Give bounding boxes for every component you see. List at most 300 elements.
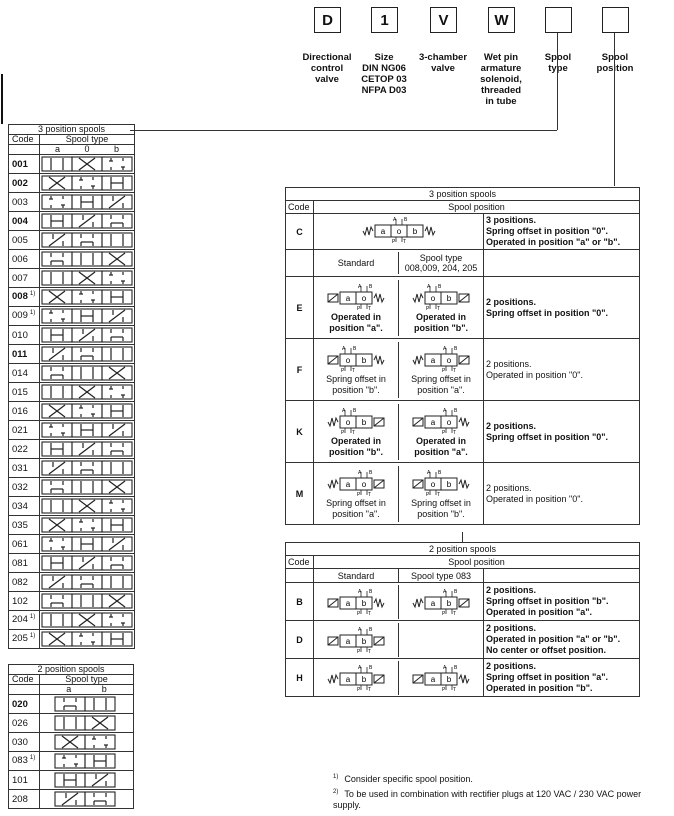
order-code-label	[296, 52, 358, 85]
spring	[374, 356, 384, 364]
spring	[374, 294, 384, 302]
spool-code-text: 011	[12, 348, 28, 360]
spool-envelope	[102, 214, 132, 228]
order-code-label-line: threaded	[480, 85, 522, 96]
spool-code-text: 020	[12, 698, 28, 710]
port-label: B	[369, 283, 373, 290]
spool-code-text: 035	[12, 519, 28, 531]
row-desc	[484, 401, 640, 463]
spool-envelope	[42, 613, 72, 627]
caption	[399, 498, 483, 520]
order-code-box: 1	[371, 7, 398, 33]
symbol-pair-table	[314, 585, 483, 619]
desc-line: 2 positions.	[486, 420, 537, 431]
c-desc	[484, 214, 640, 250]
spool-code-note: 1)	[29, 310, 36, 317]
row-code: E	[286, 277, 314, 339]
symbol-pair-row	[314, 404, 483, 460]
table-row	[9, 383, 135, 402]
spool-symbol	[40, 535, 134, 553]
spool-code-text: 030	[12, 736, 28, 748]
order-code-label-line: Size	[374, 52, 394, 63]
row-desc	[484, 339, 640, 401]
spool-envelope	[72, 594, 102, 608]
order-code-label	[584, 52, 646, 74]
spool-position-leader	[614, 33, 615, 186]
spool-symbol-cell	[40, 345, 135, 364]
port-label: B	[438, 469, 442, 476]
envelope-label: b	[446, 479, 452, 489]
spool-type-leader	[557, 33, 558, 130]
table-row	[9, 155, 135, 174]
envelope-label: b	[361, 674, 367, 684]
col-code-header: Code	[286, 556, 314, 569]
spool-envelope	[42, 195, 72, 209]
desc-line: Operated in position "0".	[486, 493, 583, 504]
spool-code	[9, 752, 40, 771]
caption-line: Operated in	[415, 311, 466, 322]
order-code-box	[602, 7, 629, 33]
spool-envelope	[102, 385, 132, 399]
symbol-alt	[399, 623, 484, 657]
spool-code-text: 061	[12, 538, 28, 550]
envelope-label: a	[430, 417, 436, 427]
spool-code	[9, 535, 40, 554]
spring	[328, 480, 338, 488]
port-label: T	[402, 238, 406, 245]
spool-code	[9, 421, 40, 440]
sub-header-line: Spool type	[419, 253, 463, 263]
port-label: A	[358, 626, 362, 633]
footnote-1	[333, 772, 473, 785]
spool-code-text: 004	[12, 215, 28, 227]
table-row	[286, 583, 640, 621]
left-margin-bar	[1, 74, 3, 124]
port-label: A	[427, 283, 431, 290]
spool-envelope	[42, 499, 72, 513]
spool-code	[9, 554, 40, 573]
spool-symbol	[40, 516, 134, 534]
spring	[425, 227, 435, 235]
spool-symbol-cell	[40, 497, 135, 516]
symbol-pair	[314, 659, 484, 697]
valve-symbol-2pos	[406, 587, 476, 617]
spool-code	[9, 288, 40, 307]
spring	[413, 599, 423, 607]
order-code-box: W	[488, 7, 515, 33]
spool-symbol-cell	[40, 573, 135, 592]
caption-line: position "b".	[413, 322, 469, 333]
valve-symbol-2pos	[321, 344, 391, 374]
row-desc	[484, 583, 640, 621]
table-row	[286, 277, 640, 339]
order-code-label-line: control	[310, 63, 344, 74]
valve-symbol-2pos	[321, 282, 391, 312]
table-title: 2 position spools	[286, 543, 640, 556]
three-position-spool-table	[8, 124, 135, 649]
spool-envelope	[102, 556, 132, 570]
spool-envelope	[72, 480, 102, 494]
port-label: P	[442, 610, 446, 617]
desc-line: 2 positions.	[486, 585, 537, 595]
port-label: A	[443, 407, 447, 414]
spool-code-text: 002	[12, 177, 28, 189]
spool-code	[9, 478, 40, 497]
port-label: A	[358, 283, 362, 290]
table-title: 3 position spools	[9, 125, 135, 135]
spool-envelope	[102, 442, 132, 456]
spool-symbol	[40, 554, 134, 572]
spool-envelope	[42, 385, 72, 399]
port-label: T	[368, 305, 372, 312]
caption	[314, 374, 398, 396]
spool-symbol	[53, 790, 117, 808]
sub-header-split	[314, 569, 484, 583]
spool-envelope	[42, 309, 72, 323]
pos-labels	[40, 685, 134, 695]
valve-symbol-2pos	[406, 344, 476, 374]
desc-line: Operated in position "b".	[486, 683, 593, 693]
table-row	[9, 174, 135, 193]
spool-symbol-cell	[40, 212, 135, 231]
table-row	[9, 714, 134, 733]
col-code-header: Code	[286, 201, 314, 214]
envelope-label: b	[446, 293, 452, 303]
spool-symbol	[40, 630, 134, 648]
spool-envelope	[72, 366, 102, 380]
port-label: B	[454, 588, 458, 595]
spool-code-note: 1)	[29, 291, 36, 298]
desc-line: Spring offset in position "0".	[486, 431, 609, 442]
valve-symbol-2pos	[321, 587, 391, 617]
port-label: P	[442, 429, 446, 436]
spool-envelope	[72, 347, 102, 361]
symbol-std	[314, 342, 399, 398]
valve-symbol-2pos	[406, 663, 476, 693]
blank-cell	[484, 250, 640, 277]
port-label: P	[357, 648, 361, 655]
spool-code	[9, 630, 40, 649]
port-label: T	[437, 491, 441, 498]
spring	[459, 418, 469, 426]
pos-label-a: a	[54, 144, 60, 154]
spool-envelope	[42, 480, 72, 494]
sub-header-spool-type: Spool type 083	[410, 570, 472, 581]
spool-code-text: 031	[12, 462, 28, 474]
desc-line: Spring offset in position "0".	[486, 226, 609, 236]
table-row	[9, 733, 134, 752]
spool-envelope	[102, 575, 132, 589]
spool-envelope	[55, 697, 85, 711]
sub-header	[314, 569, 483, 582]
sub-header-spool-type	[399, 252, 484, 274]
order-code-label-line: Spool	[544, 52, 572, 63]
port-label: B	[369, 588, 373, 595]
spool-symbol	[40, 345, 134, 363]
symbol-pair	[314, 277, 484, 339]
order-code-box: V	[430, 7, 457, 33]
spool-code-text: 083	[12, 755, 28, 767]
desc-line: 3 positions.	[486, 215, 537, 225]
symbol-pair	[314, 463, 484, 525]
envelope-label: a	[345, 674, 351, 684]
pos-header-blank	[9, 145, 40, 155]
valve-symbol-2pos	[406, 406, 476, 436]
table-row	[9, 592, 135, 611]
symbol-pair	[314, 621, 484, 659]
spool-code-text: 010	[12, 329, 28, 341]
valve-symbol-2pos	[321, 663, 391, 693]
spool-symbol	[40, 307, 134, 325]
c-symbol-cell	[314, 214, 484, 250]
table-row	[9, 771, 134, 790]
envelope-label: o	[345, 355, 351, 365]
symbol-std	[314, 623, 399, 657]
spool-symbol	[40, 193, 134, 211]
port-label: T	[453, 429, 457, 436]
table-row	[9, 630, 135, 649]
order-code-box	[545, 7, 572, 33]
symbol-alt	[399, 585, 484, 619]
order-code-label-line: valve	[315, 74, 339, 85]
col-type-header: Spool type	[40, 675, 134, 685]
order-code-label	[470, 52, 532, 107]
desc-line: No center or offset position.	[486, 645, 607, 655]
spool-symbol	[40, 478, 134, 496]
spool-code-text: 205	[12, 633, 28, 645]
col-type-header: Spool type	[40, 135, 135, 145]
spool-code	[9, 573, 40, 592]
port-label: A	[358, 664, 362, 671]
sub-header	[314, 252, 483, 274]
row-code: D	[286, 621, 314, 659]
valve-symbol-3pos	[344, 216, 454, 246]
spool-symbol	[40, 212, 134, 230]
table-row	[9, 288, 135, 307]
caption-line: Operated in	[330, 311, 381, 322]
spool-symbol	[40, 402, 134, 420]
spool-symbol	[40, 459, 134, 477]
caption	[399, 436, 483, 458]
port-label: A	[358, 588, 362, 595]
two-position-spool-table	[8, 664, 134, 809]
order-code-label-line: solenoid,	[480, 74, 522, 85]
envelope-label: o	[361, 479, 367, 489]
caption-line: position "b".	[417, 508, 465, 519]
spool-code	[9, 790, 40, 809]
spool-symbol	[40, 326, 134, 344]
spool-code-text: 021	[12, 424, 28, 436]
spool-code	[9, 497, 40, 516]
table-row	[9, 326, 135, 345]
order-code-label-line: 3-chamber	[418, 52, 468, 63]
spring	[363, 227, 373, 235]
spool-envelope	[102, 499, 132, 513]
spool-envelope	[55, 754, 85, 768]
spool-envelope	[42, 252, 72, 266]
port-label: P	[357, 491, 361, 498]
valve-symbol-2pos	[321, 406, 391, 436]
spool-code	[9, 402, 40, 421]
caption-line: position "a".	[332, 508, 380, 519]
spring	[328, 675, 338, 683]
symbol-pair	[314, 339, 484, 401]
symbol-alt	[399, 661, 484, 695]
spool-symbol	[53, 695, 117, 713]
spool-symbol-cell	[40, 250, 135, 269]
spool-envelope	[42, 594, 72, 608]
spool-symbol-cell	[40, 231, 135, 250]
table-row	[9, 307, 135, 326]
spool-code	[9, 269, 40, 288]
symbol-pair-table	[314, 661, 483, 695]
port-label: P	[426, 305, 430, 312]
row-desc	[484, 621, 640, 659]
desc-line: Spring offset in position "a".	[486, 672, 609, 682]
table-row	[9, 790, 134, 809]
envelope-label: a	[430, 674, 436, 684]
table-row	[9, 535, 135, 554]
spool-code	[9, 611, 40, 630]
envelope-label: o	[396, 226, 401, 236]
envelope-label: o	[345, 417, 351, 427]
spool-symbol-cell	[40, 790, 134, 809]
spool-symbol	[40, 288, 134, 306]
caption-line: Spring offset in	[326, 373, 386, 384]
spool-symbol-cell	[40, 516, 135, 535]
footnote-mark: 2)	[333, 789, 339, 795]
table-row	[9, 402, 135, 421]
envelope-label: b	[361, 636, 367, 646]
envelope-label: b	[361, 598, 367, 608]
spool-symbol	[40, 421, 134, 439]
spool-code	[9, 326, 40, 345]
table-row	[9, 345, 135, 364]
spool-symbol	[53, 771, 117, 789]
port-label: A	[443, 664, 447, 671]
envelope-label: o	[361, 293, 367, 303]
spool-code-text: 014	[12, 367, 28, 379]
spool-envelope	[72, 575, 102, 589]
pos-label-a: a	[66, 684, 72, 694]
table-row	[286, 463, 640, 525]
desc-line: 2 positions.	[486, 296, 537, 307]
spool-symbol	[53, 752, 117, 770]
spool-code	[9, 383, 40, 402]
port-label: A	[342, 407, 346, 414]
spool-symbol-cell	[40, 364, 135, 383]
table-row	[9, 752, 134, 771]
spool-symbol-cell	[40, 630, 135, 649]
spool-envelope	[85, 697, 115, 711]
table-row	[9, 497, 135, 516]
caption-line: position "a".	[417, 384, 465, 395]
port-label: B	[454, 407, 458, 414]
spool-envelope	[42, 366, 72, 380]
port-label: B	[353, 407, 357, 414]
port-label: P	[357, 305, 361, 312]
spool-symbol	[40, 231, 134, 249]
spool-type-leader-h	[130, 130, 557, 131]
envelope-label: a	[345, 479, 351, 489]
table-row	[9, 573, 135, 592]
spool-code-text: 005	[12, 234, 28, 246]
spool-symbol-cell	[40, 733, 134, 752]
symbol-alt	[399, 466, 484, 522]
symbol-alt	[399, 342, 484, 398]
spool-code	[9, 592, 40, 611]
symbol-pair-row	[314, 280, 483, 336]
symbol-pair-table	[314, 342, 483, 398]
table-row	[9, 440, 135, 459]
spool-symbol	[40, 611, 134, 629]
order-code-label-line: in tube	[485, 96, 517, 107]
table-row	[9, 611, 135, 630]
spool-symbol-cell	[40, 421, 135, 440]
spool-symbol-cell	[40, 402, 135, 421]
port-label: A	[358, 469, 362, 476]
valve-symbol-2pos	[406, 282, 476, 312]
port-label: B	[369, 469, 373, 476]
spool-code-text: 032	[12, 481, 28, 493]
order-code-label-line: NFPA D03	[361, 85, 407, 96]
spool-symbol-cell	[40, 554, 135, 573]
footnote-mark: 1)	[333, 774, 339, 780]
order-code-box: D	[314, 7, 341, 33]
spool-symbol	[53, 714, 117, 732]
valve-symbol-2pos	[321, 468, 391, 498]
spool-symbol-cell	[40, 193, 135, 212]
order-code-label-line: type	[548, 63, 568, 74]
envelope-label: o	[446, 417, 452, 427]
sub-header-standard: Standard	[314, 569, 399, 582]
sub-header-standard: Standard	[314, 252, 399, 274]
spool-symbol	[40, 269, 134, 287]
order-code-label-line: CETOP 03	[361, 74, 407, 85]
port-label: A	[342, 345, 346, 352]
order-code-label	[412, 52, 474, 74]
spool-code-text: 016	[12, 405, 28, 417]
port-label: B	[454, 664, 458, 671]
caption-line: position "b".	[332, 384, 380, 395]
desc-line: Operated in position "a" or "b".	[486, 634, 621, 644]
order-code-label-line: armature	[480, 63, 522, 74]
spool-envelope	[72, 632, 102, 646]
spool-symbol-cell	[40, 752, 134, 771]
envelope-label: a	[430, 355, 436, 365]
table-row	[9, 212, 135, 231]
row-code: F	[286, 339, 314, 401]
port-label: T	[437, 305, 441, 312]
table-title: 2 position spools	[9, 665, 134, 675]
table-row	[286, 401, 640, 463]
desc-line: Operated in position "a" or "b".	[486, 237, 621, 247]
order-code-label-line: valve	[431, 63, 455, 74]
spool-symbol-cell	[40, 326, 135, 345]
table-title: 3 position spools	[286, 188, 640, 201]
port-label: T	[453, 367, 457, 374]
symbol-pair-row	[314, 661, 483, 695]
footnote-2	[333, 787, 643, 811]
spool-code	[9, 155, 40, 174]
spool-symbol-cell	[40, 535, 135, 554]
spool-code-text: 015	[12, 386, 28, 398]
symbol-alt	[399, 404, 484, 460]
order-code-label	[527, 52, 589, 74]
spool-envelope	[42, 271, 72, 285]
row-code: M	[286, 463, 314, 525]
envelope-label: a	[430, 598, 436, 608]
